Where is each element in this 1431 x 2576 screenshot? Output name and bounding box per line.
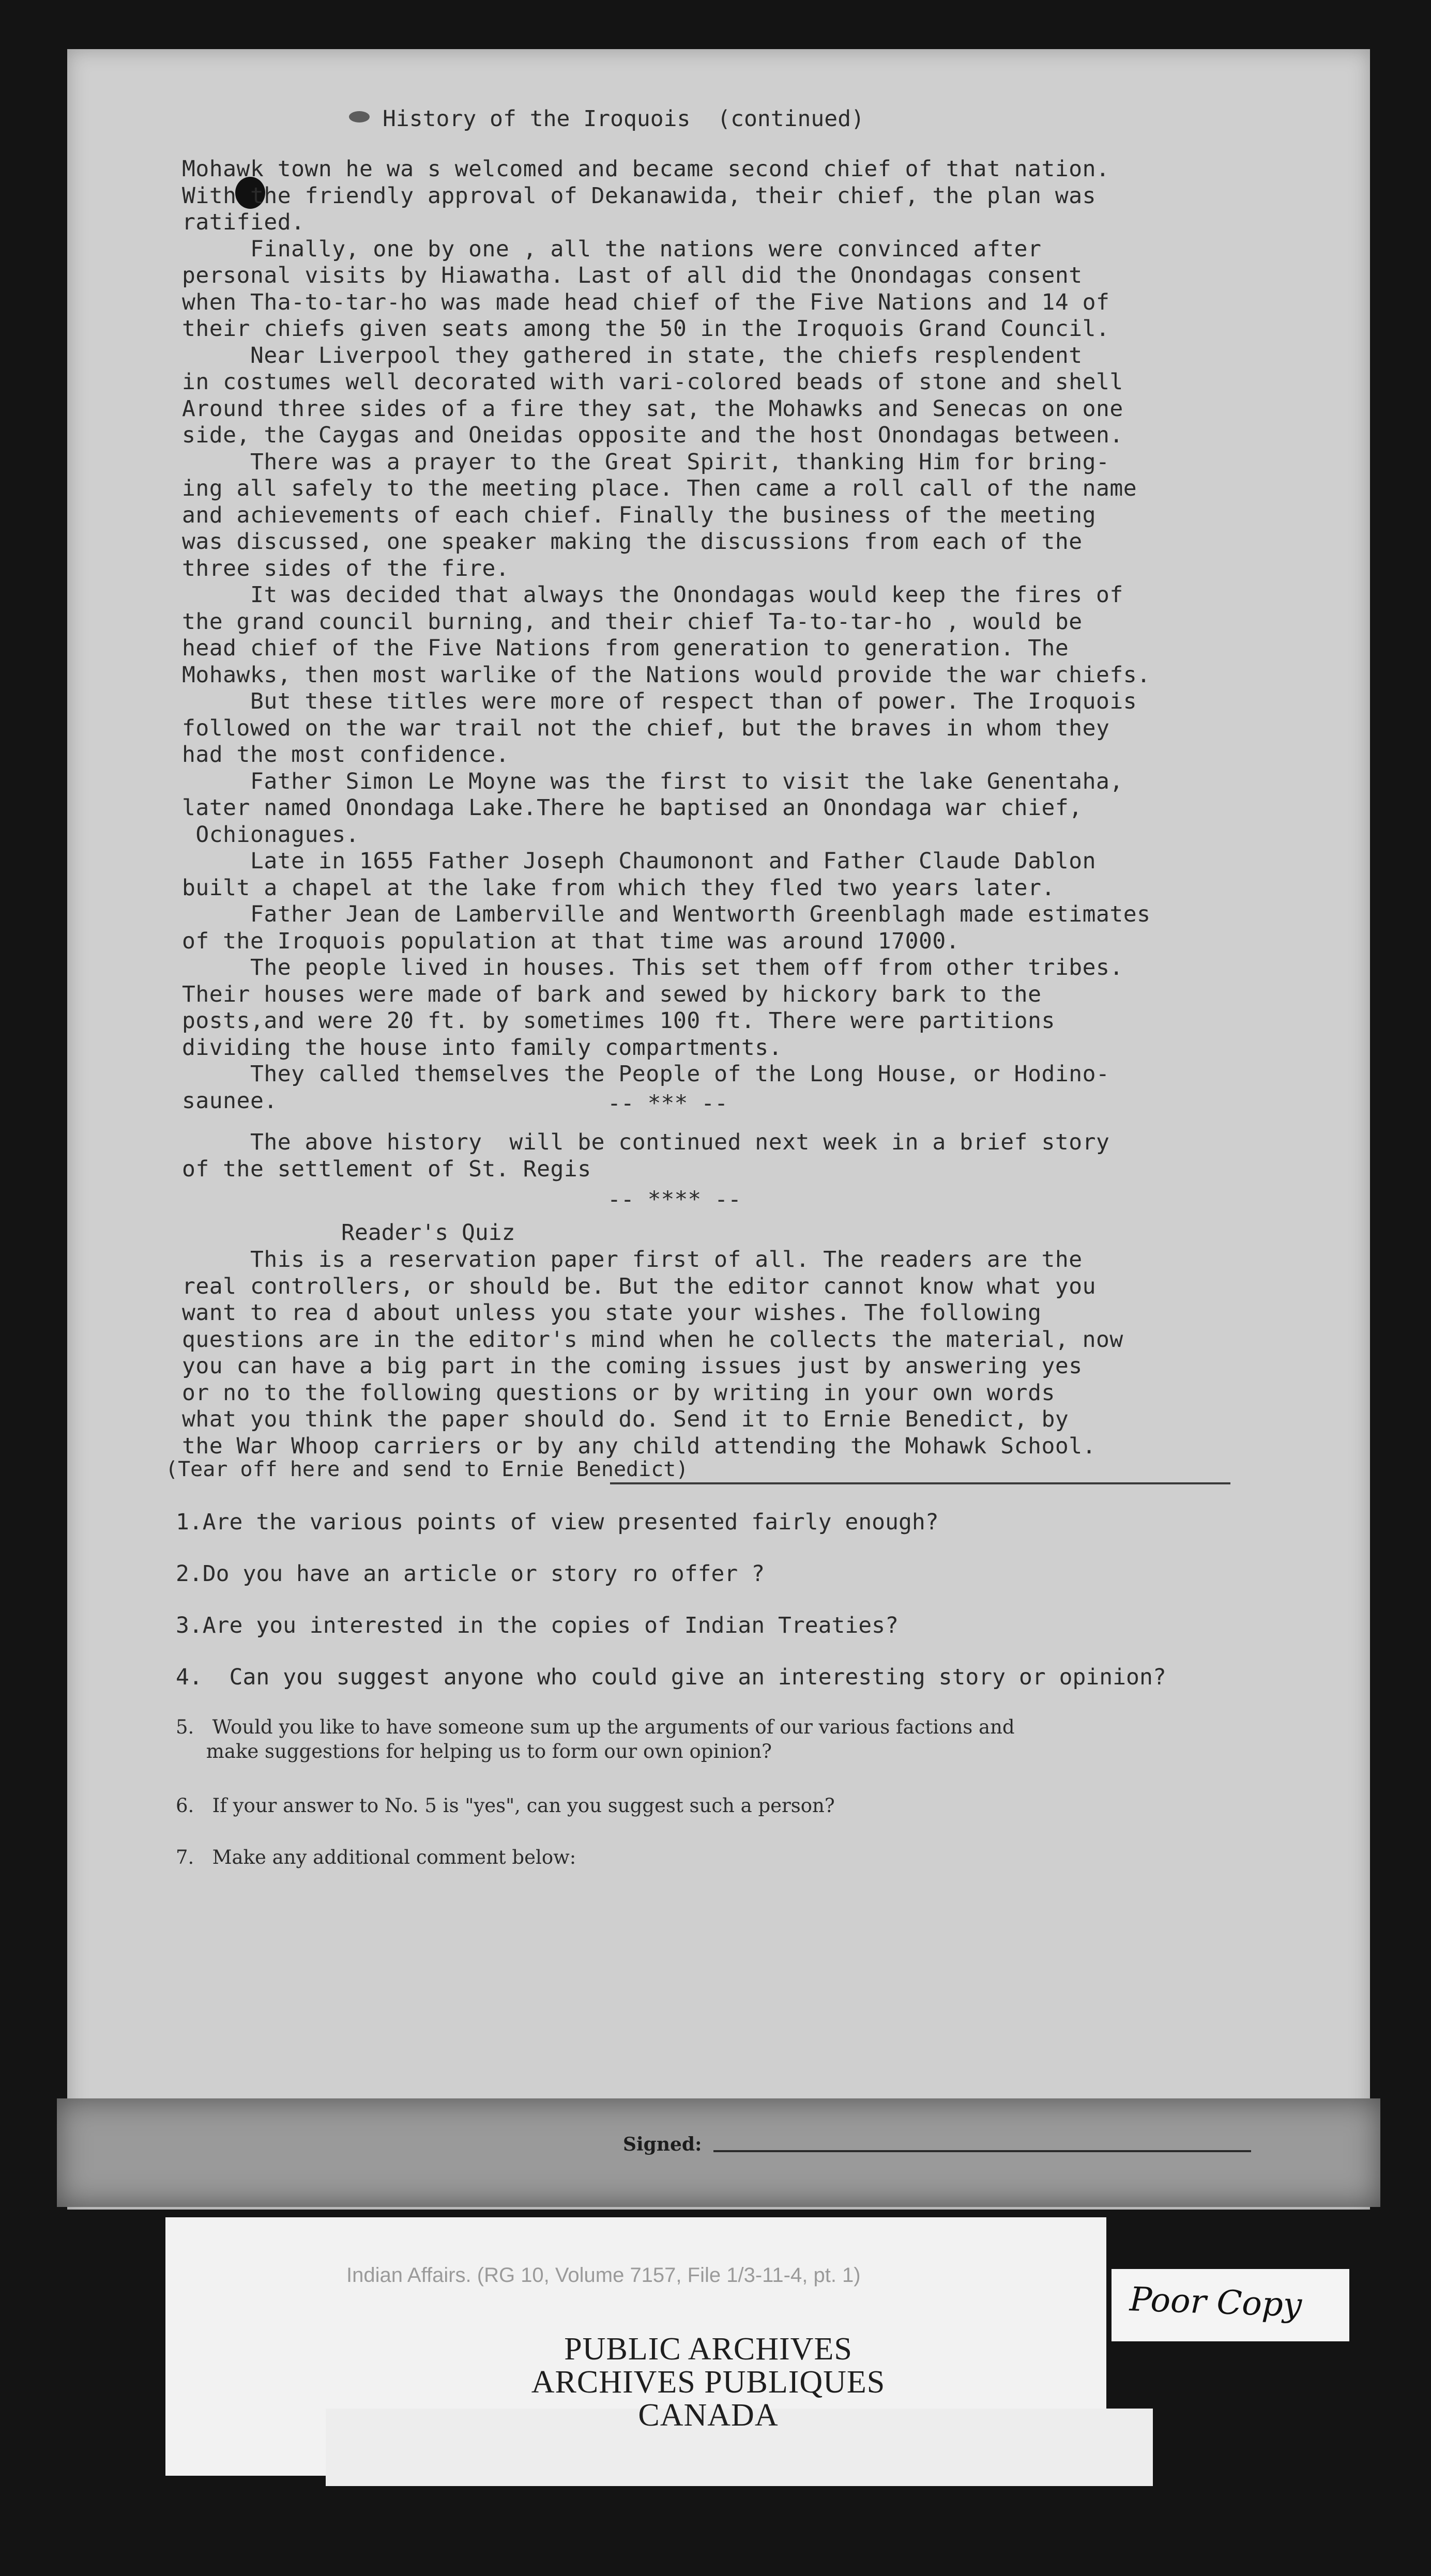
- history-line: There was a prayer to the Great Spirit, thanking Him for bring-: [182, 449, 1110, 475]
- history-line: ing all safely to the meeting place. Then came a roll call of the name: [182, 476, 1137, 501]
- archive-line-1: PUBLIC ARCHIVES: [564, 2332, 852, 2367]
- history-line: Their houses were made of bark and sewed by hickory bark to the: [182, 981, 1042, 1007]
- text-line: real controllers, or should be. But the editor cannot know what you: [182, 1273, 1097, 1299]
- page-bottom-shadow: [57, 2098, 1380, 2207]
- tear-off-instruction: (Tear off here and send to Ernie Benedict): [165, 1458, 689, 1481]
- history-line: posts,and were 20 ft. by sometimes 100 ft. There were partitions: [182, 1008, 1055, 1034]
- history-line: saunee.: [182, 1087, 278, 1114]
- history-line: Mohawks, then most warlike of the Nations would provide the war chiefs.: [182, 662, 1151, 688]
- text-line: want to rea d about unless you state your wishes. The following: [182, 1300, 1042, 1326]
- history-line: Ochionagues.: [182, 821, 360, 848]
- question-7: [176, 1845, 576, 1869]
- history-line: built a chapel at the lake from which they fled two years later.: [182, 875, 1055, 901]
- text-line: the War Whoop carriers or by any child attending the Mohawk School.: [182, 1433, 1097, 1459]
- separator-2: -- **** --: [607, 1187, 741, 1213]
- history-line: later named Onondaga Lake.There he baptised an Onondaga war chief,: [182, 795, 1083, 821]
- question-1: 1.Are the various points of view presented fairly enough?: [176, 1509, 939, 1535]
- history-line: Father Simon Le Moyne was the first to visit the lake Genentaha,: [182, 768, 1123, 794]
- question-4: 4. Can you suggest anyone who could give an interesting story or opinion?: [176, 1664, 1166, 1690]
- text-line: you can have a big part in the coming issues just by answering yes: [182, 1353, 1083, 1379]
- history-line: The people lived in houses. This set them off from other tribes.: [182, 955, 1123, 980]
- quiz-title: Reader's Quiz: [341, 1220, 515, 1246]
- history-line: had the most confidence.: [182, 742, 510, 768]
- history-line: personal visits by Hiawatha. Last of all did the Onondagas consent: [182, 263, 1083, 288]
- history-line: dividing the house into family compartments.: [182, 1034, 783, 1061]
- question-3: 3.Are you interested in the copies of Indian Treaties?: [176, 1613, 899, 1638]
- history-line: their chiefs given seats among the 50 in the Iroquois Grand Council.: [182, 316, 1110, 342]
- text-line: what you think the paper should do. Send it to Ernie Benedict, by: [182, 1406, 1069, 1432]
- history-line: side, the Caygas and Oneidas opposite and the host Onondagas between.: [182, 422, 1123, 448]
- signed-label: Signed:: [623, 2134, 702, 2155]
- text-line: The above history will be continued next week in a brief story: [182, 1129, 1110, 1155]
- question-6: [176, 1793, 835, 1818]
- tear-off-line: [610, 1482, 1230, 1484]
- history-line: Father Jean de Lamberville and Wentworth Greenblagh made estimates: [182, 901, 1151, 927]
- signature-line: [713, 2150, 1251, 2152]
- history-line: But these titles were more of respect than of power. The Iroquois: [182, 688, 1137, 714]
- history-line: followed on the war trail not the chief, but the braves in whom they: [182, 715, 1110, 741]
- history-line: when Tha-to-tar-ho was made head chief of the Five Nations and 14 of: [182, 289, 1110, 315]
- poor-copy-note: Poor Copy: [1129, 2280, 1303, 2325]
- history-line: the grand council burning, and their chief Ta-to-tar-ho , would be: [182, 608, 1083, 635]
- text-line: This is a reservation paper first of all. The readers are the: [182, 1247, 1083, 1272]
- question-line: 7. Make any additional comment below:: [176, 1846, 576, 1868]
- question-5: [176, 1715, 1015, 1764]
- history-line: head chief of the Five Nations from generation to generation. The: [182, 635, 1069, 661]
- history-line: was discussed, one speaker making the discussions from each of the: [182, 529, 1083, 555]
- history-line: It was decided that always the Onondagas would keep the fires of: [182, 582, 1123, 608]
- history-line: With the friendly approval of Dekanawida, their chief, the plan was: [182, 182, 1097, 209]
- archive-line-2: ARCHIVES PUBLIQUES: [531, 2365, 886, 2400]
- archive-line-3: CANADA: [638, 2398, 779, 2433]
- text-line: questions are in the editor's mind when he collects the material, now: [182, 1326, 1123, 1353]
- question-line: make suggestions for helping us to form our own opinion?: [176, 1740, 772, 1762]
- history-line: Around three sides of a fire they sat, the Mohawks and Senecas on one: [182, 395, 1123, 422]
- history-line: Finally, one by one , all the nations were convinced after: [182, 236, 1042, 262]
- question-2: 2.Do you have an article or story ro offer ?: [176, 1561, 765, 1587]
- history-line: ratified.: [182, 209, 305, 235]
- history-line: Late in 1655 Father Joseph Chaumonont and Father Claude Dablon: [182, 848, 1097, 874]
- ink-blot: [349, 111, 370, 122]
- history-line: in costumes well decorated with vari-colored beads of stone and shell: [182, 369, 1123, 395]
- document-header: History of the Iroquois (continued): [383, 106, 864, 132]
- text-line: of the settlement of St. Regis: [182, 1156, 591, 1182]
- history-line: Mohawk town he wa s welcomed and became second chief of that nation.: [182, 156, 1110, 182]
- separator-1: -- *** --: [607, 1091, 728, 1116]
- text-line: or no to the following questions or by writing in your own words: [182, 1379, 1055, 1406]
- history-line: and achievements of each chief. Finally the business of the meeting: [182, 502, 1097, 528]
- history-line: of the Iroquois population at that time was around 17000.: [182, 928, 960, 954]
- question-line: 5. Would you like to have someone sum up the arguments of our various factions and: [176, 1716, 1015, 1738]
- history-line: They called themselves the People of the Long House, or Hodino-: [182, 1061, 1110, 1087]
- history-line: three sides of the fire.: [182, 555, 510, 581]
- history-line: Near Liverpool they gathered in state, the chiefs resplendent: [182, 342, 1083, 369]
- archive-reference: Indian Affairs. (RG 10, Volume 7157, File 1/3-11-4, pt. 1): [346, 2264, 861, 2287]
- question-line: 6. If your answer to No. 5 is "yes", can you suggest such a person?: [176, 1795, 835, 1817]
